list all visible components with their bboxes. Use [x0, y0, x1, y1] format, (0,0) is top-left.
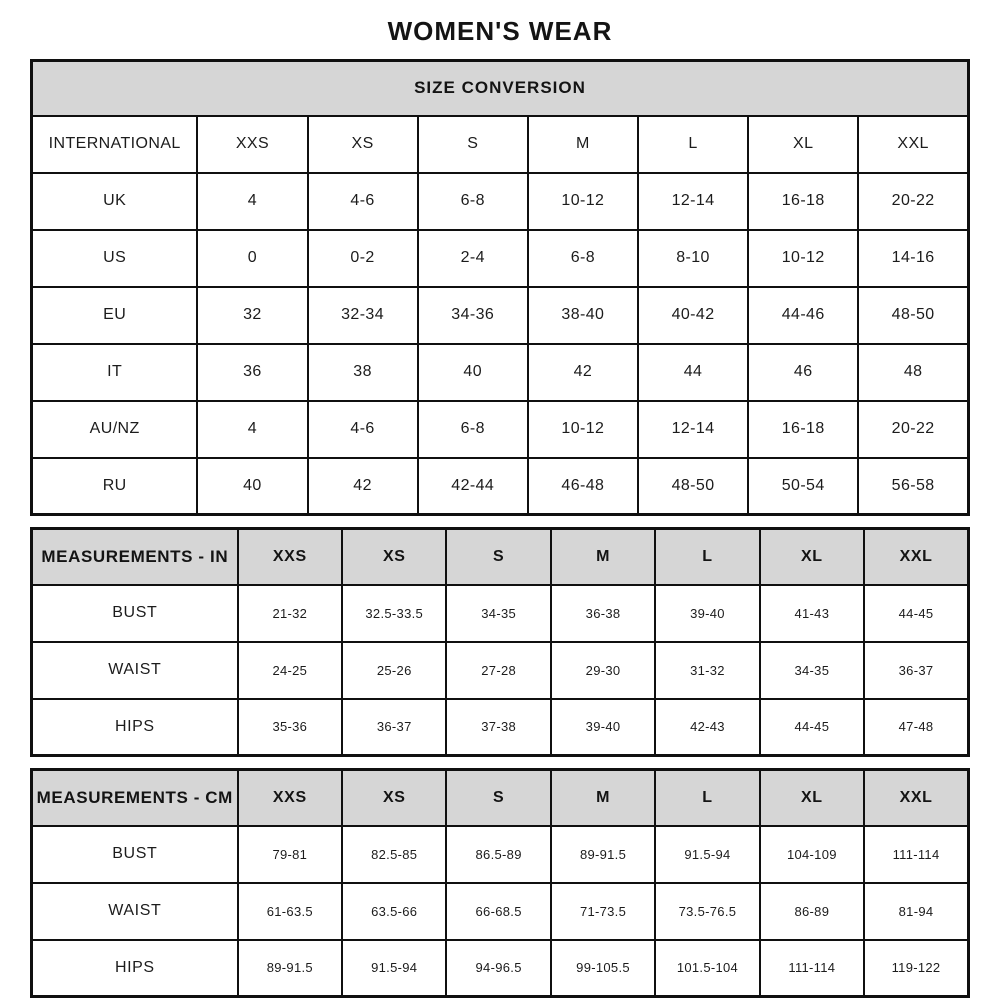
- row-label: UK: [32, 173, 198, 230]
- row-label: BUST: [32, 826, 238, 883]
- measure-cell-xs: 36-37: [342, 699, 446, 756]
- measure-cell-m: 71-73.5: [551, 883, 655, 940]
- size-cell-xs: 38: [308, 344, 418, 401]
- measurements-in-row: [32, 585, 969, 642]
- measure-cell-m: 36-38: [551, 585, 655, 642]
- size-cell-l: 8-10: [638, 230, 748, 287]
- size-cell-l: 48-50: [638, 458, 748, 515]
- measure-cell-xs: 25-26: [342, 642, 446, 699]
- size-cell-xxl: 20-22: [858, 173, 968, 230]
- measure-cell-xs: 32.5-33.5: [342, 585, 446, 642]
- measurements-in-row: [32, 642, 969, 699]
- column-header-l: L: [638, 116, 748, 173]
- size-cell-xxs: 0: [197, 230, 307, 287]
- column-header-s: S: [418, 116, 528, 173]
- size-conversion-row: [32, 401, 969, 458]
- measure-cell-l: 39-40: [655, 585, 759, 642]
- measure-cell-xs: 91.5-94: [342, 940, 446, 997]
- size-conversion-row: [32, 230, 969, 287]
- measure-cell-l: 101.5-104: [655, 940, 759, 997]
- measure-cell-xxl: 44-45: [864, 585, 968, 642]
- measure-cell-xl: 44-45: [760, 699, 864, 756]
- measure-cell-xxl: 119-122: [864, 940, 968, 997]
- measurements-cm-header-row: [32, 770, 969, 826]
- measurements-cm-table: [30, 768, 970, 998]
- measure-cell-l: 73.5-76.5: [655, 883, 759, 940]
- measure-cell-l: 31-32: [655, 642, 759, 699]
- column-header-xxl: XXL: [864, 529, 968, 585]
- measure-cell-m: 29-30: [551, 642, 655, 699]
- measurements-cm-row: [32, 883, 969, 940]
- measure-cell-xl: 111-114: [760, 940, 864, 997]
- size-cell-xxl: 56-58: [858, 458, 968, 515]
- measure-cell-xxl: 81-94: [864, 883, 968, 940]
- column-header-xxl: XXL: [858, 116, 968, 173]
- column-header-m: M: [551, 529, 655, 585]
- row-label: HIPS: [32, 940, 238, 997]
- size-cell-m: 6-8: [528, 230, 638, 287]
- measure-cell-xl: 86-89: [760, 883, 864, 940]
- measure-cell-xxs: 79-81: [238, 826, 342, 883]
- measure-cell-m: 99-105.5: [551, 940, 655, 997]
- measure-cell-xs: 82.5-85: [342, 826, 446, 883]
- size-cell-s: 6-8: [418, 401, 528, 458]
- row-label: RU: [32, 458, 198, 515]
- measure-cell-xxl: 36-37: [864, 642, 968, 699]
- measure-cell-s: 34-35: [446, 585, 550, 642]
- size-cell-l: 40-42: [638, 287, 748, 344]
- size-cell-l: 12-14: [638, 401, 748, 458]
- column-header-l: L: [655, 529, 759, 585]
- measure-cell-s: 94-96.5: [446, 940, 550, 997]
- size-cell-xxs: 4: [197, 401, 307, 458]
- measurements-in-header: MEASUREMENTS - IN: [32, 529, 238, 585]
- size-cell-s: 42-44: [418, 458, 528, 515]
- size-cell-m: 46-48: [528, 458, 638, 515]
- row-label: AU/NZ: [32, 401, 198, 458]
- column-header-xs: XS: [308, 116, 418, 173]
- measure-cell-xl: 41-43: [760, 585, 864, 642]
- size-conversion-banner: SIZE CONVERSION: [32, 61, 969, 116]
- column-header-xxl: XXL: [864, 770, 968, 826]
- column-header-xxs: XXS: [197, 116, 307, 173]
- measure-cell-xs: 63.5-66: [342, 883, 446, 940]
- size-cell-s: 34-36: [418, 287, 528, 344]
- measure-cell-xl: 34-35: [760, 642, 864, 699]
- size-cell-xs: 4-6: [308, 401, 418, 458]
- measurements-cm-row: [32, 940, 969, 997]
- row-label: HIPS: [32, 699, 238, 756]
- measurements-cm-row: [32, 826, 969, 883]
- size-cell-m: 10-12: [528, 401, 638, 458]
- measure-cell-s: 66-68.5: [446, 883, 550, 940]
- page-title: WOMEN'S WEAR: [387, 16, 613, 46]
- size-cell-xs: 32-34: [308, 287, 418, 344]
- column-header-l: L: [655, 770, 759, 826]
- measure-cell-l: 91.5-94: [655, 826, 759, 883]
- size-cell-xl: 16-18: [748, 401, 858, 458]
- column-header-xs: XS: [342, 529, 446, 585]
- size-cell-xl: 44-46: [748, 287, 858, 344]
- column-header-xl: XL: [748, 116, 858, 173]
- column-header-xxs: XXS: [238, 770, 342, 826]
- measure-cell-xxs: 21-32: [238, 585, 342, 642]
- measure-cell-xxs: 89-91.5: [238, 940, 342, 997]
- size-cell-m: 42: [528, 344, 638, 401]
- measure-cell-xxl: 47-48: [864, 699, 968, 756]
- size-cell-xxs: 32: [197, 287, 307, 344]
- size-conversion-row: [32, 458, 969, 515]
- measure-cell-xxs: 35-36: [238, 699, 342, 756]
- measurements-cm-header: MEASUREMENTS - CM: [32, 770, 238, 826]
- size-cell-xl: 50-54: [748, 458, 858, 515]
- size-conversion-table: [30, 59, 970, 516]
- column-header-xxs: XXS: [238, 529, 342, 585]
- row-label: BUST: [32, 585, 238, 642]
- size-cell-m: 38-40: [528, 287, 638, 344]
- size-cell-xs: 0-2: [308, 230, 418, 287]
- size-cell-s: 2-4: [418, 230, 528, 287]
- row-label: WAIST: [32, 642, 238, 699]
- size-cell-xxl: 14-16: [858, 230, 968, 287]
- size-cell-xxs: 4: [197, 173, 307, 230]
- size-conversion-banner-row: [32, 61, 969, 116]
- measure-cell-xl: 104-109: [760, 826, 864, 883]
- size-cell-l: 12-14: [638, 173, 748, 230]
- measure-cell-xxs: 24-25: [238, 642, 342, 699]
- measure-cell-s: 27-28: [446, 642, 550, 699]
- size-cell-l: 44: [638, 344, 748, 401]
- row-label: IT: [32, 344, 198, 401]
- row-label: US: [32, 230, 198, 287]
- size-cell-xxs: 40: [197, 458, 307, 515]
- size-cell-xs: 4-6: [308, 173, 418, 230]
- column-header-s: S: [446, 529, 550, 585]
- measure-cell-xxl: 111-114: [864, 826, 968, 883]
- size-cell-m: 10-12: [528, 173, 638, 230]
- measure-cell-s: 86.5-89: [446, 826, 550, 883]
- measure-cell-xxs: 61-63.5: [238, 883, 342, 940]
- column-header-xs: XS: [342, 770, 446, 826]
- column-header-international: INTERNATIONAL: [32, 116, 198, 173]
- size-conversion-row: [32, 344, 969, 401]
- size-cell-s: 40: [418, 344, 528, 401]
- size-cell-xxs: 36: [197, 344, 307, 401]
- measure-cell-s: 37-38: [446, 699, 550, 756]
- size-conversion-row: [32, 287, 969, 344]
- measurements-in-header-row: [32, 529, 969, 585]
- size-cell-s: 6-8: [418, 173, 528, 230]
- column-header-xl: XL: [760, 770, 864, 826]
- size-cell-xl: 10-12: [748, 230, 858, 287]
- column-header-m: M: [528, 116, 638, 173]
- row-label: EU: [32, 287, 198, 344]
- measure-cell-m: 39-40: [551, 699, 655, 756]
- measure-cell-l: 42-43: [655, 699, 759, 756]
- column-header-s: S: [446, 770, 550, 826]
- size-cell-xxl: 48-50: [858, 287, 968, 344]
- measurements-in-row: [32, 699, 969, 756]
- measure-cell-m: 89-91.5: [551, 826, 655, 883]
- size-cell-xl: 46: [748, 344, 858, 401]
- size-cell-xxl: 48: [858, 344, 968, 401]
- row-label: WAIST: [32, 883, 238, 940]
- column-header-m: M: [551, 770, 655, 826]
- size-conversion-row: [32, 173, 969, 230]
- measurements-in-table: [30, 527, 970, 757]
- size-cell-xxl: 20-22: [858, 401, 968, 458]
- size-cell-xs: 42: [308, 458, 418, 515]
- column-header-xl: XL: [760, 529, 864, 585]
- size-cell-xl: 16-18: [748, 173, 858, 230]
- size-conversion-column-header-row: [32, 116, 969, 173]
